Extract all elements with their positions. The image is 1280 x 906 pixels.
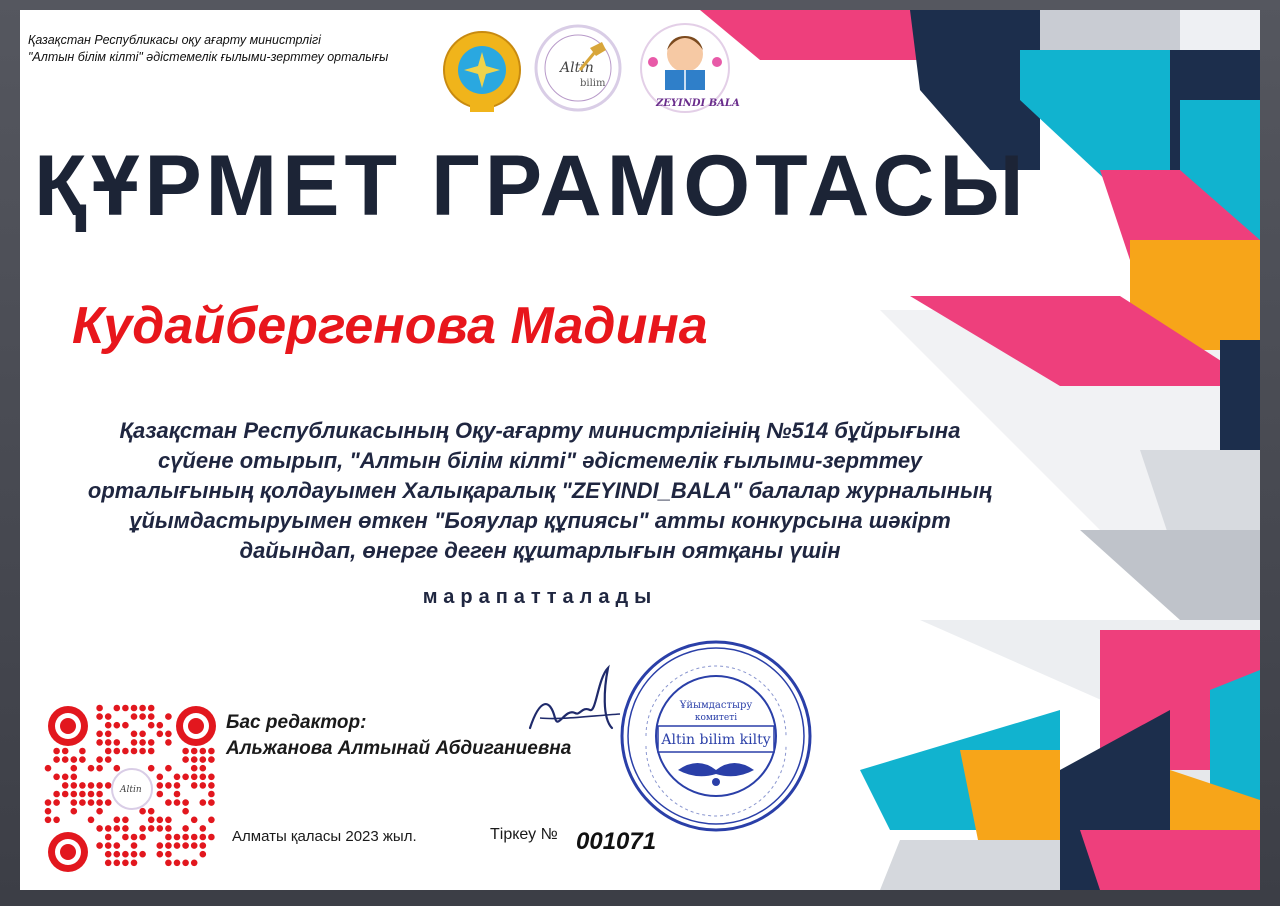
- qr-module: [53, 748, 60, 755]
- ministry-line-2: "Алтын білім кілті" әдістемелік ғылыми-зерттеу орталығы: [28, 50, 389, 64]
- qr-module: [122, 817, 129, 824]
- qr-module: [114, 765, 121, 772]
- qr-module: [96, 731, 103, 738]
- qr-module: [79, 748, 86, 755]
- qr-module: [62, 774, 69, 781]
- city-year: Алматы қаласы 2023 жыл.: [232, 828, 417, 845]
- qr-module: [105, 799, 112, 806]
- qr-module: [62, 756, 69, 763]
- qr-module: [182, 860, 189, 867]
- recipient-name: Кудайбергенова Мадина: [72, 297, 708, 355]
- qr-module: [148, 713, 155, 720]
- qr-module: [139, 825, 146, 832]
- qr-module: [122, 825, 129, 832]
- qr-finder-bottom-left: [48, 832, 88, 872]
- qr-module: [114, 722, 121, 729]
- qr-module: [200, 774, 207, 781]
- qr-module: [105, 713, 112, 720]
- qr-module: [182, 774, 189, 781]
- qr-module: [96, 765, 103, 772]
- qr-module: [139, 739, 146, 746]
- altin-logo-text: Altin: [560, 60, 594, 76]
- qr-module: [165, 739, 172, 746]
- qr-module: [174, 842, 181, 849]
- qr-finder-top-left: [48, 706, 88, 746]
- qr-module: [165, 799, 172, 806]
- qr-module: [96, 739, 103, 746]
- qr-module: [139, 748, 146, 755]
- qr-module: [96, 713, 103, 720]
- qr-module: [157, 851, 164, 858]
- qr-module: [71, 756, 78, 763]
- qr-module: [105, 756, 112, 763]
- qr-module: [165, 782, 172, 789]
- award-word: марапатталады: [422, 586, 658, 608]
- qr-module: [165, 713, 172, 720]
- qr-module: [191, 782, 198, 789]
- certificate-sheet: [20, 10, 1260, 890]
- qr-module: [79, 782, 86, 789]
- qr-module: [131, 860, 138, 867]
- qr-module: [131, 834, 138, 841]
- qr-module: [174, 774, 181, 781]
- qr-module: [122, 834, 129, 841]
- qr-module: [200, 782, 207, 789]
- qr-module: [114, 842, 121, 849]
- qr-module: [200, 825, 207, 832]
- qr-module: [122, 851, 129, 858]
- qr-module: [200, 799, 207, 806]
- qr-module: [88, 782, 95, 789]
- qr-module: [131, 748, 138, 755]
- qr-module: [45, 808, 52, 815]
- qr-module: [148, 722, 155, 729]
- qr-module: [122, 748, 129, 755]
- qr-module: [182, 825, 189, 832]
- qr-module: [105, 825, 112, 832]
- qr-module: [139, 834, 146, 841]
- qr-module: [131, 713, 138, 720]
- qr-module: [45, 799, 52, 806]
- qr-module: [139, 713, 146, 720]
- qr-module: [157, 731, 164, 738]
- qr-module: [200, 765, 207, 772]
- qr-module: [157, 817, 164, 824]
- qr-module: [88, 791, 95, 798]
- qr-module: [96, 782, 103, 789]
- citation-text: [40, 416, 1040, 566]
- qr-module: [114, 860, 121, 867]
- qr-module: [174, 834, 181, 841]
- qr-module: [105, 851, 112, 858]
- qr-module: [71, 765, 78, 772]
- qr-module: [148, 748, 155, 755]
- certificate-title: ҚҰРМЕТ ГРАМОТАСЫ: [34, 138, 1029, 234]
- qr-module: [114, 825, 121, 832]
- qr-module: [71, 782, 78, 789]
- qr-module: [96, 791, 103, 798]
- registration-label: Тіркеу №: [490, 826, 558, 843]
- qr-module: [200, 851, 207, 858]
- qr-module: [174, 799, 181, 806]
- qr-module: [191, 834, 198, 841]
- qr-module: [71, 774, 78, 781]
- qr-module: [62, 791, 69, 798]
- qr-module: [148, 825, 155, 832]
- qr-module: [157, 722, 164, 729]
- qr-module: [208, 774, 215, 781]
- official-stamp: [616, 636, 816, 836]
- coat-of-arms-icon: [444, 32, 520, 112]
- qr-module: [139, 851, 146, 858]
- qr-module: [114, 705, 121, 712]
- qr-module: [105, 842, 112, 849]
- registration-number: 001071: [576, 828, 657, 855]
- citation-line-1: Қазақстан Республикасының Оқу-ағарту министрлігінің №514 бұйрығына: [119, 418, 961, 443]
- logos-row: [440, 12, 740, 122]
- qr-module: [139, 705, 146, 712]
- qr-module: [79, 756, 86, 763]
- qr-module: [148, 765, 155, 772]
- editor-label: Бас редактор:: [226, 712, 367, 733]
- stamp-inner-bottom: комитеті: [694, 713, 738, 723]
- qr-module: [139, 731, 146, 738]
- qr-module: [148, 817, 155, 824]
- qr-module: [105, 731, 112, 738]
- qr-module: [96, 808, 103, 815]
- qr-module: [53, 817, 60, 824]
- zeyindi-bala-text: ZEYINDI BALA: [656, 98, 740, 109]
- qr-module: [96, 756, 103, 763]
- qr-module: [105, 748, 112, 755]
- qr-module: [208, 756, 215, 763]
- qr-module: [53, 756, 60, 763]
- qr-module: [53, 799, 60, 806]
- ministry-header: [28, 32, 448, 66]
- qr-module: [200, 748, 207, 755]
- qr-module: [165, 851, 172, 858]
- qr-module: [174, 782, 181, 789]
- qr-module: [45, 765, 52, 772]
- qr-module: [122, 722, 129, 729]
- qr-module: [182, 799, 189, 806]
- qr-module: [148, 739, 155, 746]
- qr-module: [182, 834, 189, 841]
- bilim-logo-text: bilim: [580, 78, 606, 89]
- qr-module: [79, 799, 86, 806]
- qr-module: [182, 808, 189, 815]
- qr-module: [200, 842, 207, 849]
- qr-module: [105, 782, 112, 789]
- qr-module: [53, 774, 60, 781]
- qr-module: [174, 791, 181, 798]
- ministry-line-1: Қазақстан Республикасы оқу ағарту министрлігі: [28, 33, 321, 47]
- stamp-center-text: Altin bilim kilty: [661, 732, 771, 748]
- qr-module: [79, 791, 86, 798]
- qr-module: [165, 860, 172, 867]
- qr-module: [105, 722, 112, 729]
- qr-code: [44, 704, 220, 874]
- qr-module: [122, 860, 129, 867]
- qr-module: [131, 851, 138, 858]
- qr-module: [45, 817, 52, 824]
- qr-module: [208, 782, 215, 789]
- qr-module: [114, 817, 121, 824]
- svg-text:Altin: Altin: [120, 785, 142, 795]
- qr-module: [62, 748, 69, 755]
- qr-module: [191, 748, 198, 755]
- qr-module: [139, 808, 146, 815]
- qr-module: [114, 748, 121, 755]
- qr-module: [165, 825, 172, 832]
- qr-module: [165, 817, 172, 824]
- qr-module: [157, 842, 164, 849]
- qr-module: [191, 842, 198, 849]
- qr-module: [88, 799, 95, 806]
- qr-module: [96, 799, 103, 806]
- zeyindi-bala-logo: [641, 24, 740, 112]
- qr-module: [71, 791, 78, 798]
- qr-module: [157, 782, 164, 789]
- qr-module: [182, 842, 189, 849]
- qr-module: [114, 851, 121, 858]
- qr-module: [165, 842, 172, 849]
- qr-module: [88, 817, 95, 824]
- qr-module: [105, 860, 112, 867]
- qr-module: [157, 774, 164, 781]
- qr-module: [208, 791, 215, 798]
- qr-finder-top-right: [176, 706, 216, 746]
- qr-module: [182, 756, 189, 763]
- qr-module: [148, 705, 155, 712]
- qr-module: [191, 756, 198, 763]
- qr-module: [88, 765, 95, 772]
- qr-module: [122, 705, 129, 712]
- qr-module: [131, 705, 138, 712]
- qr-module: [208, 834, 215, 841]
- stamp-inner-top: Ұйымдастыру: [679, 700, 753, 711]
- citation-line-3: орталығының қолдауымен Халықаралық "ZEYINDI_BALA" балалар журналының: [87, 478, 993, 503]
- editor-name: Альжанова Алтынай Абдиганиевна: [226, 738, 572, 759]
- qr-module: [114, 739, 121, 746]
- qr-module: [157, 825, 164, 832]
- qr-module: [191, 765, 198, 772]
- qr-module: [62, 782, 69, 789]
- qr-module: [191, 817, 198, 824]
- qr-module: [182, 748, 189, 755]
- qr-module: [105, 834, 112, 841]
- qr-module: [191, 860, 198, 867]
- qr-module: [96, 705, 103, 712]
- qr-module: [174, 860, 181, 867]
- qr-module: [131, 731, 138, 738]
- citation-line-2: сүйене отырып, "Алтын білім кілті" әдістемелік ғылыми-зерттеу: [157, 448, 923, 473]
- qr-module: [96, 842, 103, 849]
- qr-module: [208, 817, 215, 824]
- qr-module: [157, 791, 164, 798]
- qr-module: [165, 731, 172, 738]
- qr-module: [208, 799, 215, 806]
- qr-module: [71, 799, 78, 806]
- altin-bilim-logo: [536, 26, 620, 110]
- qr-module: [53, 791, 60, 798]
- qr-module: [200, 756, 207, 763]
- qr-center-logo: [112, 769, 152, 809]
- qr-module: [105, 739, 112, 746]
- qr-module: [191, 774, 198, 781]
- qr-module: [165, 765, 172, 772]
- citation-line-5: дайындап, өнерге деген құштарлығын оятқаны үшін: [239, 538, 841, 563]
- qr-module: [200, 834, 207, 841]
- signature-image: [520, 658, 630, 748]
- qr-module: [148, 808, 155, 815]
- qr-module: [131, 739, 138, 746]
- qr-module: [208, 748, 215, 755]
- qr-module: [71, 808, 78, 815]
- qr-module: [96, 825, 103, 832]
- qr-module: [165, 834, 172, 841]
- citation-line-4: ұйымдастыруымен өткен "Бояулар құпиясы" атты конкурсына шәкірт: [129, 508, 951, 533]
- qr-module: [131, 842, 138, 849]
